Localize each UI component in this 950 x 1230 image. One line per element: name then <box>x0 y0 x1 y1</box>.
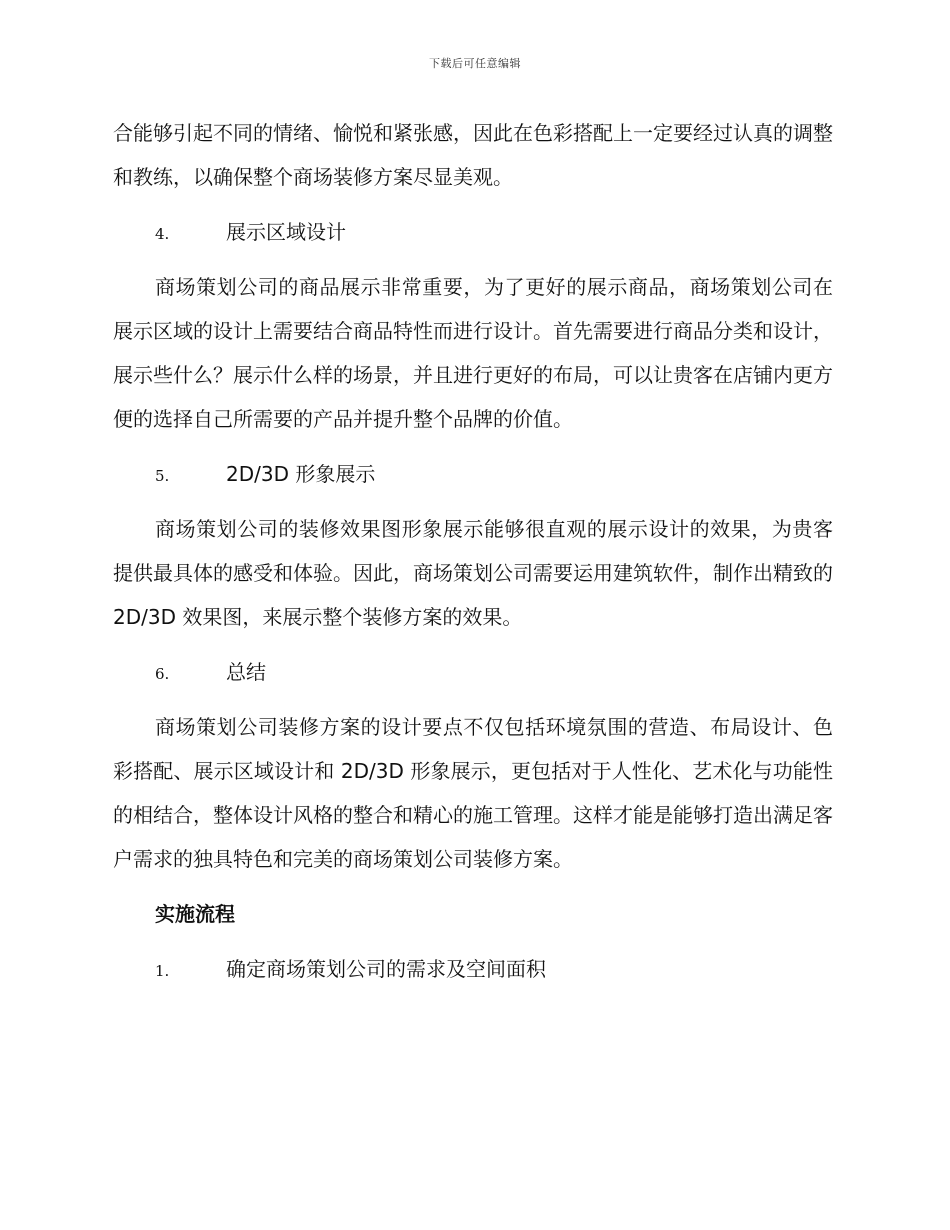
section-heading: 实施流程 <box>155 902 235 926</box>
list-item-2d3d <box>113 452 833 496</box>
paragraph-summary: 商场策划公司装修方案的设计要点不仅包括环境氛围的营造、布局设计、色彩搭配、展示区域设计和 2D/3D 形象展示，更包括对于人性化、艺术化与功能性的相结合，整体设计风格的整合和精心的施工管理。这样才能是能够打造出满足客户需求的独具特色和完美的商场策划公司装修方案。 <box>113 715 833 871</box>
list-item-display-area <box>113 210 833 254</box>
list-item-summary <box>113 650 833 694</box>
list-number: 4. <box>155 225 170 243</box>
paragraph-2d3d: 商场策划公司的装修效果图形象展示能够很直观的展示设计的效果，为贵客提供最具体的感受和体验。因此，商场策划公司需要运用建筑软件，制作出精致的 2D/3D 效果图，来展示整个装修方案的效果。 <box>113 517 833 629</box>
list-number: 5. <box>155 467 170 485</box>
list-number: 6. <box>155 665 170 683</box>
list-title: 总结 <box>226 660 266 684</box>
list-title: 确定商场策划公司的需求及空间面积 <box>226 957 546 981</box>
document-body <box>113 111 833 1002</box>
page-header: 下载后可任意编辑 <box>429 57 521 70</box>
list-title: 展示区域设计 <box>226 220 346 244</box>
list-item-requirements <box>113 947 833 991</box>
paragraph-display-area: 商场策划公司的商品展示非常重要，为了更好的展示商品，商场策划公司在展示区域的设计上需要结合商品特性而进行设计。首先需要进行商品分类和设计，展示些什么？展示什么样的场景，并且进行更好的布局，可以让贵客在店铺内更方便的选择自己所需要的产品并提升整个品牌的价值。 <box>113 275 833 431</box>
list-title: 2D/3D 形象展示 <box>226 462 376 486</box>
paragraph-color-continuation: 合能够引起不同的情绪、愉悦和紧张感，因此在色彩搭配上一定要经过认真的调整和教练，以确保整个商场装修方案尽显美观。 <box>113 121 833 189</box>
list-number: 1. <box>155 962 170 980</box>
